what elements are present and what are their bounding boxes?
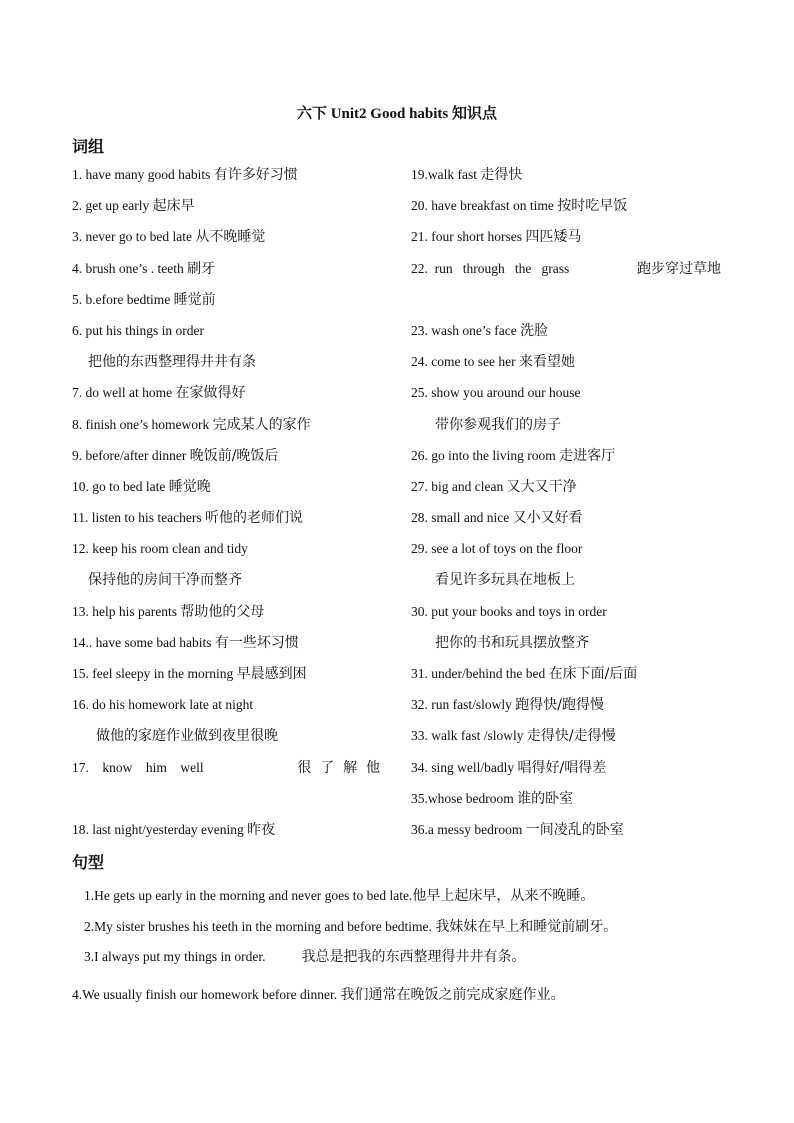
phrase-translation: 把他的东西整理得井井有条 [88, 354, 256, 371]
sentences-heading: 句型 [72, 855, 105, 872]
phrase-translation: 把你的书和玩具摆放整齐 [435, 634, 589, 651]
phrase-item: 1. have many good habits 有许多好习惯 [72, 167, 298, 183]
phrase-item: 16. do his homework late at night [72, 697, 254, 713]
phrase-item: 5. b.efore bedtime 睡觉前 [72, 291, 216, 308]
phrase-item: 11. listen to his teachers 听他的老师们说 [72, 510, 303, 527]
phrases-heading: 词组 [72, 139, 105, 156]
sentence-item: 1.He gets up early in the morning and never goes to bed late.他早上起床早，从来不晚睡。 [84, 888, 595, 904]
phrase-item: 2. get up early 起床早 [72, 198, 195, 215]
phrase-item: 22. run through the grass 跑步穿过草地 [411, 260, 721, 277]
phrase-item: 23. wash one’s face 洗脸 [411, 322, 549, 339]
phrase-item: 35.whose bedroom 谁的卧室 [411, 790, 574, 807]
phrase-item: 36.a messy bedroom 一间凌乱的卧室 [411, 821, 624, 838]
phrase-item: 33. walk fast /slowly 走得快/走得慢 [411, 728, 616, 745]
phrase-item: 27. big and clean 又大又干净 [411, 478, 577, 495]
phrase-item: 4. brush one’s . teeth 刷牙 [72, 260, 216, 277]
phrase-item: 32. run fast/slowly 跑得快/跑得慢 [411, 697, 604, 714]
phrase-translation: 带你参观我们的房子 [435, 416, 561, 433]
phrase-translation: 看见许多玩具在地板上 [435, 572, 575, 589]
phrase-blank-line [411, 289, 741, 320]
phrase-item: 25. show you around our house [411, 385, 581, 401]
phrases-right-column [411, 164, 741, 850]
sentence-item: 2.My sister brushes his teeth in the morning and before bedtime. 我妹妹在早上和睡觉前刷牙。 [84, 918, 618, 935]
phrase-translation: 保持他的房间干净而整齐 [88, 572, 242, 589]
phrase-item: 24. come to see her 来看望她 [411, 354, 575, 371]
phrase-item: 20. have breakfast on time 按时吃早饭 [411, 198, 628, 215]
phrase-item: 21. four short horses 四匹矮马 [411, 229, 582, 246]
phrase-item: 15. feel sleepy in the morning 早晨感到困 [72, 666, 307, 682]
sentence-list [72, 885, 752, 1006]
phrase-translation: 做他的家庭作业做到夜里很晚 [96, 728, 278, 745]
phrase-item: 17. know him well 很 了 解 他 [72, 759, 380, 776]
phrase-item: 19.walk fast 走得快 [411, 167, 523, 183]
phrase-item: 9. before/after dinner 晚饭前/晚饭后 [72, 447, 279, 464]
phrase-blank-line [72, 788, 402, 819]
phrase-item: 29. see a lot of toys on the floor [411, 541, 583, 557]
phrase-item: 34. sing well/badly 唱得好/唱得差 [411, 759, 607, 776]
sentence-item: 4.We usually finish our homework before dinner. 我们通常在晚饭之前完成家庭作业。 [72, 986, 565, 1003]
phrase-item: 31. under/behind the bed 在床下面/后面 [411, 666, 638, 682]
phrase-item: 18. last night/yesterday evening 昨夜 [72, 821, 276, 838]
sentence-item: 3.I always put my things in order. 我总是把我的东西整理得井井有条。 [84, 949, 526, 965]
phrase-item: 13. help his parents 帮助他的父母 [72, 603, 265, 620]
phrase-item: 30. put your books and toys in order [411, 603, 607, 619]
phrase-item: 26. go into the living room 走进客厅 [411, 447, 616, 464]
phrase-item: 6. put his things in order [72, 322, 204, 338]
page-title: 六下 Unit2 Good habits 知识点 [296, 106, 498, 122]
phrase-item: 12. keep his room clean and tidy [72, 541, 248, 557]
phrase-item: 10. go to bed late 睡觉晚 [72, 478, 211, 495]
phrase-item: 28. small and nice 又小又好看 [411, 510, 583, 527]
phrase-item: 7. do well at home 在家做得好 [72, 385, 246, 402]
phrases-left-column [72, 164, 402, 850]
phrase-item: 8. finish one’s homework 完成某人的家作 [72, 416, 311, 433]
phrase-item: 14.. have some bad habits 有一些坏习惯 [72, 634, 299, 651]
phrase-item: 3. never go to bed late 从不晚睡觉 [72, 229, 266, 246]
